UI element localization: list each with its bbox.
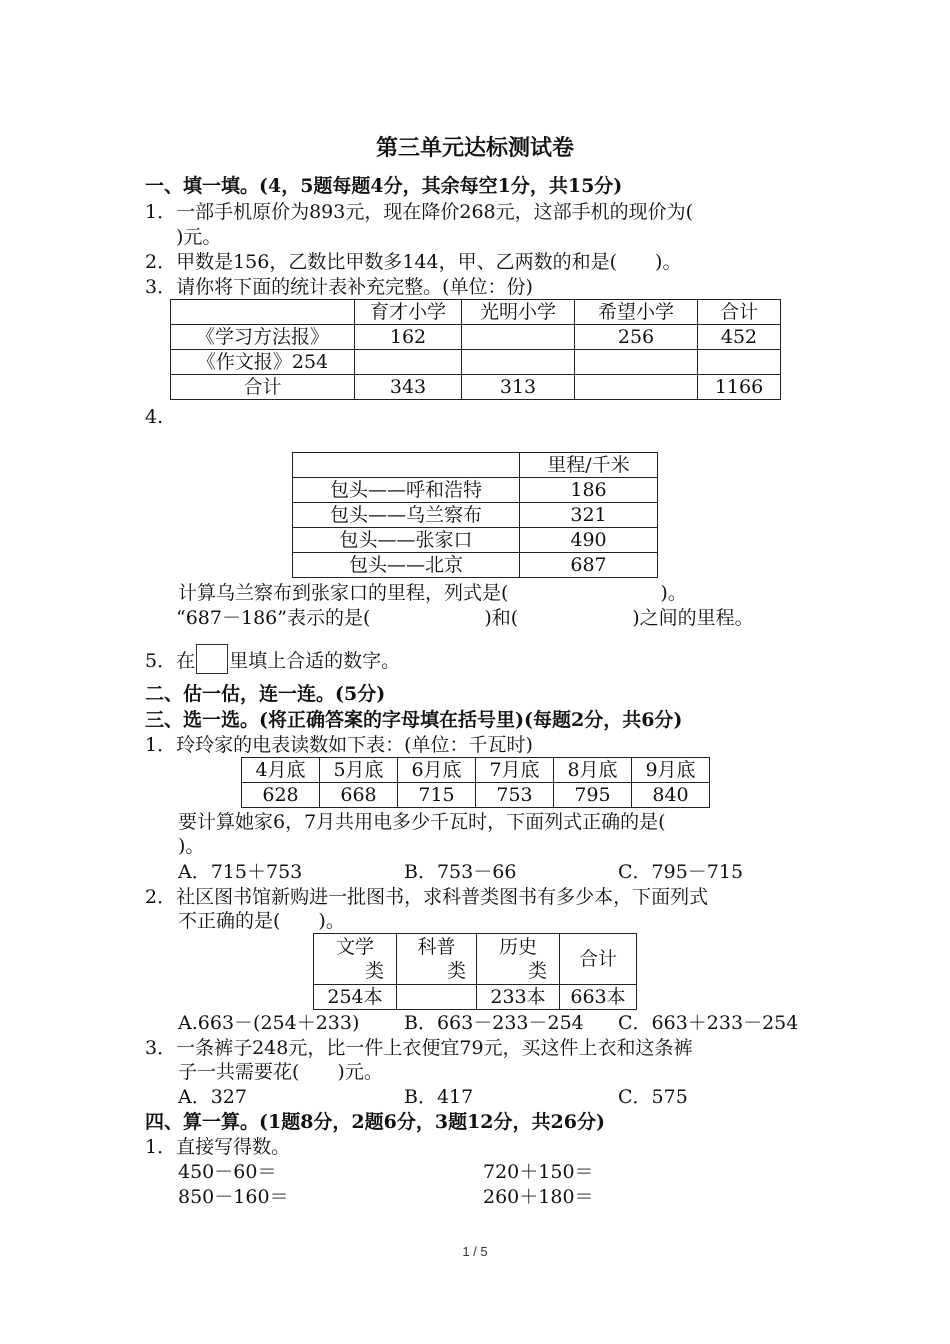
- table-cell: 合计: [560, 934, 637, 985]
- table-cell: 6月底: [398, 758, 476, 783]
- table-row: [242, 783, 710, 808]
- page-number: 1 / 5: [462, 1244, 488, 1259]
- table-cell: 8月底: [554, 758, 632, 783]
- table-cell: [171, 300, 355, 325]
- cell-line: 类: [364, 960, 384, 982]
- table-cell: 668: [320, 783, 398, 808]
- section-1-heading: 一、填一填。(4，5题每题4分，其余每空1分，共15分): [145, 175, 623, 197]
- table-cell: 490: [520, 528, 658, 553]
- s3-q1-line1: 要计算她家6，7月共用电多少千瓦时，下面列式正确的是(: [178, 811, 666, 833]
- table-cell: 753: [476, 783, 554, 808]
- table-cell: 里程/千米: [520, 453, 658, 478]
- section-4-heading: 四、算一算。(1题8分，2题6分，3题12分，共26分): [145, 1111, 605, 1133]
- table-cell: [477, 934, 560, 985]
- s1-q5: [145, 644, 400, 674]
- cell-line: 科普: [417, 936, 456, 958]
- table-cell: 256: [575, 325, 698, 350]
- table-cell: 254本: [314, 985, 397, 1010]
- table-row: [293, 528, 658, 553]
- table-row: [314, 934, 637, 985]
- table-cell: 343: [355, 375, 462, 400]
- table-cell: 育才小学: [355, 300, 462, 325]
- answer-box: [196, 644, 228, 674]
- s3-q3-line2: 子一共需要花( )元。: [178, 1061, 383, 1083]
- table-row: [293, 478, 658, 503]
- cell-line: 历史: [498, 936, 537, 958]
- table-cell: 321: [520, 503, 658, 528]
- table-row: [293, 503, 658, 528]
- s3-q1-option-b: B．753－66: [404, 861, 517, 883]
- meter-reading-table: [241, 757, 710, 808]
- table-cell: 合计: [698, 300, 781, 325]
- table-row: [314, 985, 637, 1010]
- s3-q2-option-a: A.663－(254＋233): [178, 1012, 360, 1034]
- s1-q4-part2: “687－186”表示的是( )和( )之间的里程。: [176, 607, 754, 629]
- calc-expression: 260＋180＝: [483, 1186, 594, 1208]
- table-cell: [575, 375, 698, 400]
- s1-q4-label: 4.: [145, 406, 164, 428]
- section-2-heading: 二、估一估，连一连。(5分): [145, 683, 386, 705]
- table-cell: [575, 350, 698, 375]
- table-cell: 《作文报》254: [171, 350, 355, 375]
- calc-expression: 850－160＝: [178, 1186, 289, 1208]
- table-cell: 包头——北京: [293, 553, 520, 578]
- s1-q1-line1: 1．一部手机原价为893元，现在降价268元，这部手机的现价为(: [145, 201, 694, 223]
- s1-q3: 3．请你将下面的统计表补充完整。(单位：份): [145, 276, 533, 298]
- distance-table: [292, 452, 658, 578]
- table-cell: [462, 350, 575, 375]
- s1-q4-part1: 计算乌兰察布到张家口的里程，列式是( )。: [178, 582, 687, 604]
- s3-q3-option-c: C．575: [618, 1086, 688, 1108]
- table-cell: 840: [632, 783, 710, 808]
- cell-line: 类: [527, 960, 547, 982]
- table-row: [171, 350, 781, 375]
- table-cell: [314, 934, 397, 985]
- table-cell: 《学习方法报》: [171, 325, 355, 350]
- s3-q3-option-a: A．327: [178, 1086, 247, 1108]
- table-cell: 7月底: [476, 758, 554, 783]
- table-cell: 9月底: [632, 758, 710, 783]
- table-row: [293, 453, 658, 478]
- table-cell: 663本: [560, 985, 637, 1010]
- newspaper-stats-table: [170, 299, 781, 400]
- table-row: [171, 300, 781, 325]
- table-cell: [462, 325, 575, 350]
- table-cell: [397, 934, 477, 985]
- table-cell: 4月底: [242, 758, 320, 783]
- calc-expression: 450－60＝: [178, 1161, 277, 1183]
- table-cell: 162: [355, 325, 462, 350]
- s1-q5-after: 里填上合适的数字。: [229, 650, 401, 672]
- table-cell: 233本: [477, 985, 560, 1010]
- table-cell: 186: [520, 478, 658, 503]
- table-cell: 687: [520, 553, 658, 578]
- table-cell: 包头——呼和浩特: [293, 478, 520, 503]
- book-stats-table: [313, 933, 637, 1010]
- s4-q1: 1．直接写得数。: [145, 1136, 291, 1158]
- table-row: [293, 553, 658, 578]
- s1-q1-line2: )元。: [176, 226, 222, 248]
- cell-line: 类: [446, 960, 466, 982]
- table-cell: 1166: [698, 375, 781, 400]
- page-title: 第三单元达标测试卷: [375, 135, 574, 161]
- table-cell: [355, 350, 462, 375]
- calc-expression: 720＋150＝: [483, 1161, 594, 1183]
- s3-q1: 1．玲玲家的电表读数如下表：(单位：千瓦时): [145, 734, 533, 756]
- s3-q2-line2: 不正确的是( )。: [178, 910, 345, 932]
- table-cell: 313: [462, 375, 575, 400]
- table-cell: 包头——张家口: [293, 528, 520, 553]
- s3-q2-option-c: C．663＋233－254: [618, 1012, 799, 1034]
- table-cell: 628: [242, 783, 320, 808]
- table-cell: [293, 453, 520, 478]
- table-row: [171, 325, 781, 350]
- table-cell: 795: [554, 783, 632, 808]
- s3-q1-line2: )。: [178, 835, 205, 857]
- table-cell: 715: [398, 783, 476, 808]
- s3-q3-option-b: B．417: [404, 1086, 474, 1108]
- table-row: [171, 375, 781, 400]
- s3-q1-option-a: A．715＋753: [178, 861, 303, 883]
- s3-q3-line1: 3．一条裤子248元，比一件上衣便宜79元，买这件上衣和这条裤: [145, 1037, 693, 1059]
- table-row: [242, 758, 710, 783]
- table-cell: 光明小学: [462, 300, 575, 325]
- s1-q2: 2．甲数是156，乙数比甲数多144，甲、乙两数的和是( )。: [145, 251, 682, 273]
- s3-q2-option-b: B．663－233－254: [404, 1012, 584, 1034]
- table-cell: 希望小学: [575, 300, 698, 325]
- cell-line: 文学: [335, 936, 374, 958]
- s1-q5-before: 5．在: [145, 650, 196, 672]
- table-cell: 452: [698, 325, 781, 350]
- table-cell: 合计: [171, 375, 355, 400]
- s3-q2-line1: 2．社区图书馆新购进一批图书，求科普类图书有多少本，下面列式: [145, 886, 709, 908]
- table-cell: [397, 985, 477, 1010]
- s3-q1-option-c: C．795－715: [618, 861, 744, 883]
- section-3-heading: 三、选一选。(将正确答案的字母填在括号里)(每题2分，共6分): [145, 709, 683, 731]
- table-cell: 5月底: [320, 758, 398, 783]
- table-cell: [698, 350, 781, 375]
- table-cell: 包头——乌兰察布: [293, 503, 520, 528]
